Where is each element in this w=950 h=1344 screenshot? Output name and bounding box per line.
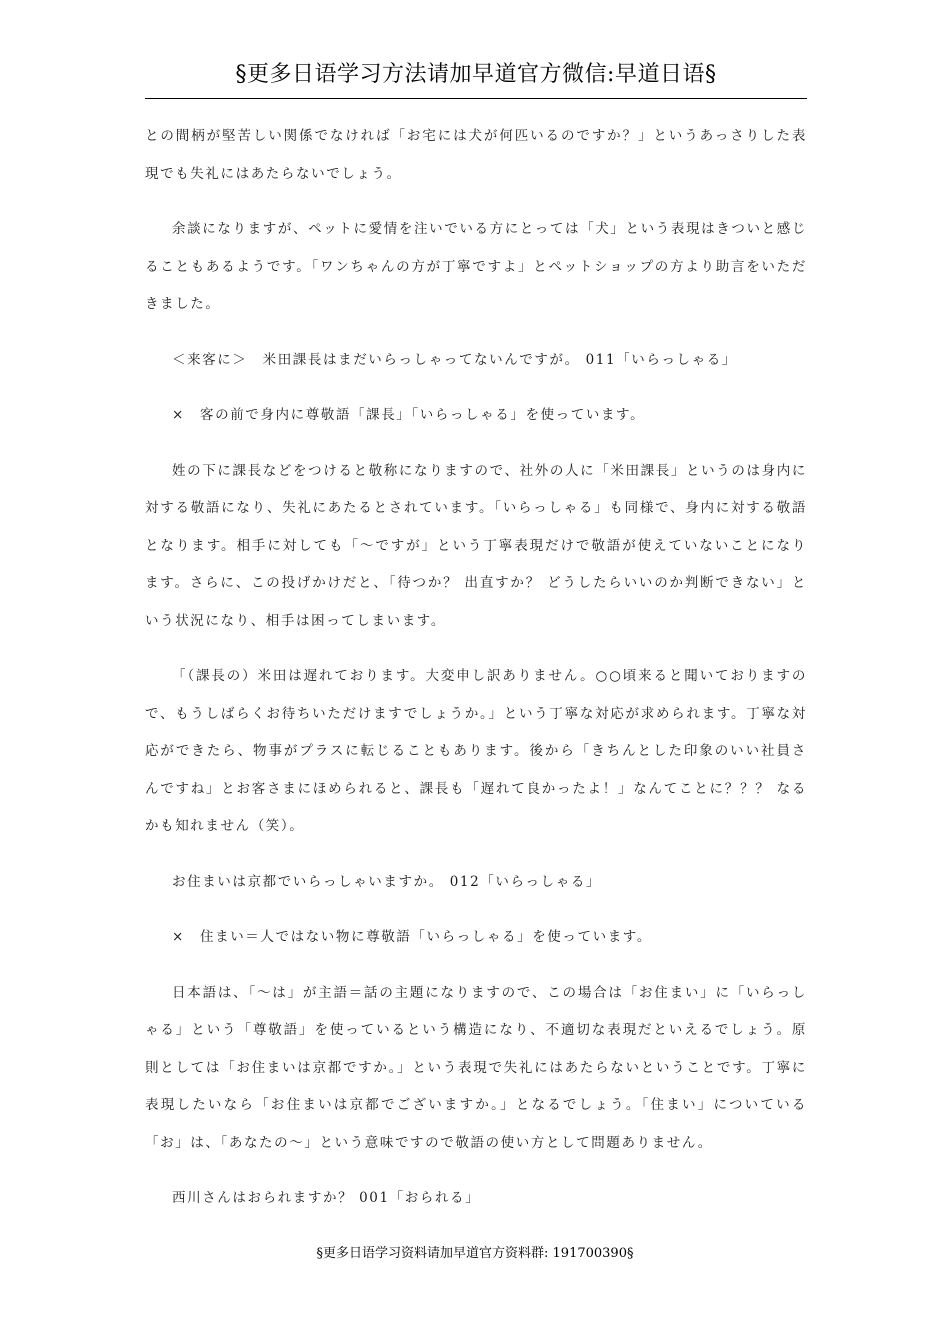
paragraph-correct-response-011: 「（課長の）米田は遅れております。大変申し訳ありません。○○頃来ると聞いておりますので、もうしばらくお待ちいただけますでしょうか。」という丁寧な対応が求められます。丁寧な対応ができたら、物事がプラスに転じることもあります。後から「きちんとした印象のいい社員さんですね」とお客さまにほめられると、課長も「遅れて良かったよ！」なんてことに？？？ なるかも知れません（笑）。 xyxy=(145,668,807,834)
page-footer: §更多日语学习资料请加早道官方资料群: 191700390§ xyxy=(316,1246,634,1261)
paragraph-explanation-012: 日本語は、「～は」が主語＝話の主題になりますので、この場合は「お住まい」に「いらっしゃる」という「尊敬語」を使っているという構造になり、不適切な表現だといえるでしょう。原則としては「お住まいは京都ですか。」という表現で失礼にはあたらないということです。丁寧に表現したいなら「お住まいは京都でございますか。」となるでしょう。「住まい」についている「お」は、「あなたの～」という意味ですので敬語の使い方として問題ありません。 xyxy=(145,984,807,1151)
paragraph-pet-aside: 余談になりますが、ペットに愛情を注いでいる方にとっては「犬」という表現はきついと感じることもあるようです。「ワンちゃんの方が丁寧ですよ」とペットショップの方より助言をいただきました。 xyxy=(145,221,807,312)
example-sentence-011: ＜来客に＞ 米田課長はまだいらっしゃってないんですが。 011「いらっしゃる」 xyxy=(172,351,737,368)
example-sentence-001: 西川さんはおられますか？ 001「おられる」 xyxy=(172,1190,481,1206)
header-title: §更多日语学习方法请加早道官方微信:早道日语§ xyxy=(235,62,717,87)
example-sentence-012: お住まいは京都でいらっしゃいますか。 012「いらっしゃる」 xyxy=(172,873,602,890)
error-note-011: × 客の前で身内に尊敬語「課長」「いらっしゃる」を使っています。 xyxy=(172,407,646,423)
page-header xyxy=(145,58,807,99)
paragraph-continuation: との間柄が堅苦しい関係でなければ「お宅には犬が何匹いるのですか？」というあっさりした表現でも失礼にはあたらないでしょう。 xyxy=(145,128,807,182)
document-body xyxy=(145,118,807,1236)
paragraph-explanation-011: 姓の下に課長などをつけると敬称になりますので、社外の人に「米田課長」というのは身内に対する敬語になり、失礼にあたるとされています。「いらっしゃる」も同様で、身内に対する敬語となります。相手に対しても「～ですが」という丁寧表現だけで敬語が使えていないことになります。さらに、この投げかけだと、「待つか？ 出直すか？ どうしたらいいのか判断できない」という状況になり、相手は困ってしまいます。 xyxy=(145,462,807,629)
error-note-012: × 住まい＝人ではない物に尊敬語「いらっしゃる」を使っています。 xyxy=(172,929,652,945)
